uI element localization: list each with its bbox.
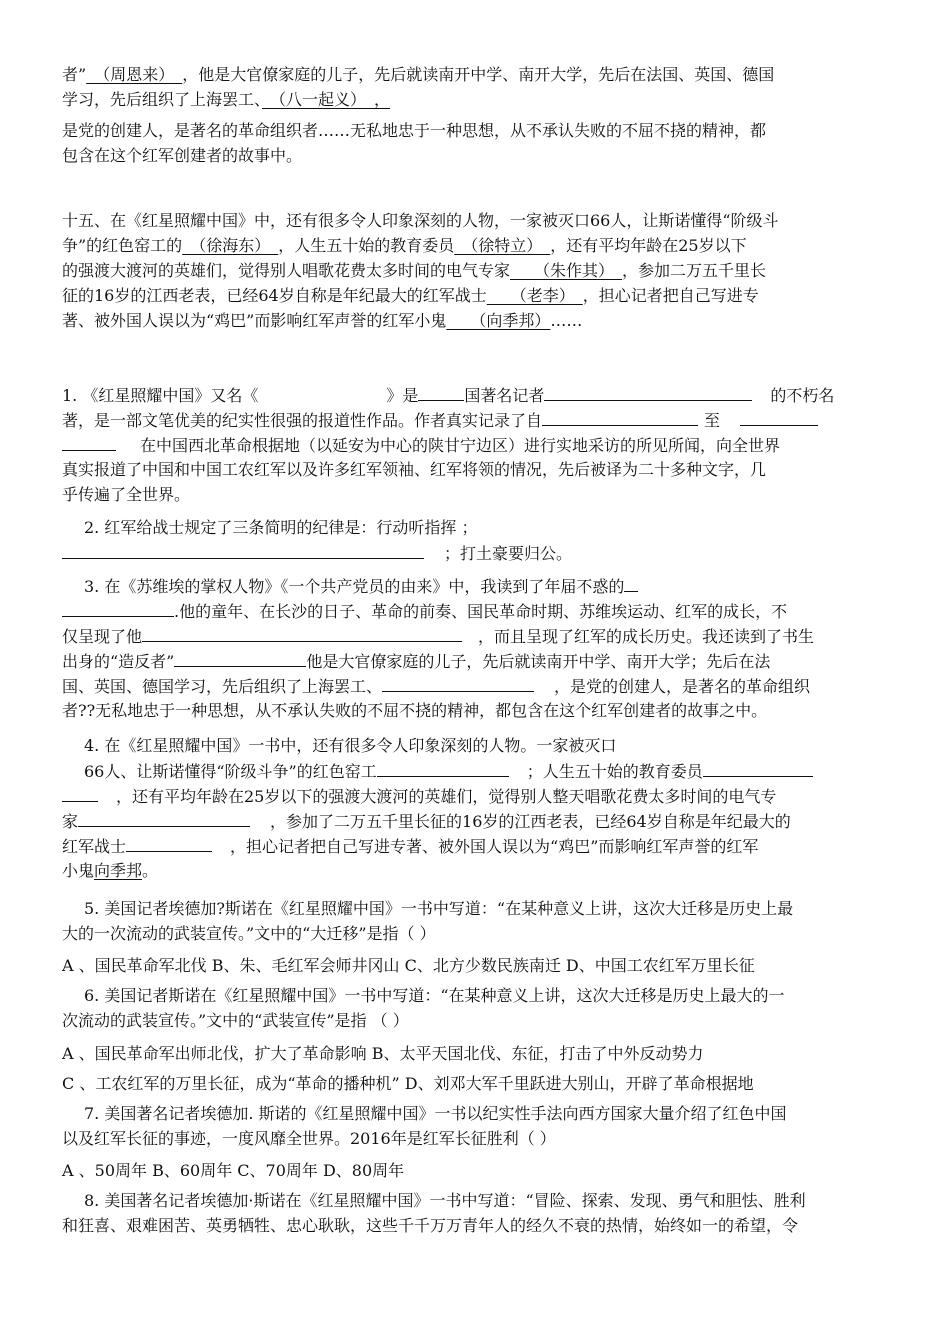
blank-reporter-name[interactable] <box>544 382 752 401</box>
answer-bayi-uprising: （八一起义） ， <box>262 90 391 109</box>
blank-start-date[interactable] <box>542 407 698 426</box>
question-3: 3. 在《苏维埃的掌权人物》《一个共产党员的由来》中，我读到了年届不惑的 .他的童年、在长沙的日子、革命的前奏、国民革命时期、苏维埃运动、红军的成长，不 仅呈现了他 ，而且呈现了红军的成长历史。我还读到了书生 出身的“造反者” 他是大官僚家庭的儿子，先后就读南开中学、南开大学；先后在法 国、英国、德国学习，先后组织了上海罢工、 ，是党的创建人，是著名的革命组织 者??无私地忠于一种思想，从不承认失败的不屈不挠的精神，都包含在这个红军创建者的故事之中。 <box>62 573 894 723</box>
answer-lao-li: （老李） <box>486 286 583 305</box>
blank-kiln-worker[interactable] <box>377 758 509 777</box>
blank-end-date[interactable] <box>740 407 818 426</box>
blank-mao-zedong-cont[interactable] <box>62 598 174 617</box>
answer-xu-teli: （徐特立） <box>454 236 551 255</box>
question-7-options: A 、50周年 B、60周年 C、70周年 D、80周年 <box>62 1161 405 1180</box>
answer-xiang-jibang: （向季邦） <box>446 311 551 330</box>
blank-education-committee[interactable] <box>703 758 813 777</box>
question-5-options: A 、国民革命军北伐 B、朱、毛红军会师井冈山 C、北方少数民族南迁 D、中国工农红军万里长征 <box>62 956 755 975</box>
answer-zhu-zuoqi: （朱作其） <box>510 261 623 280</box>
blank-discipline-2[interactable] <box>62 540 424 559</box>
blank-country[interactable] <box>418 382 464 401</box>
question-5: 5. 美国记者埃德加?斯诺在《红星照耀中国》一书中写道：“在某种意义上讲，这次大迁移是历史上最 大的一次流动的武装宣传。”文中的“大迁移”是指（ ） <box>62 899 794 943</box>
question-6-options-cd: C 、工农红军的万里长征，成为“革命的播种机” D、刘邓大军千里跃进大别山，开辟了革命根据地 <box>62 1074 754 1093</box>
question-7: 7. 美国著名记者埃德加. 斯诺的《红星照耀中国》一书以纪实性手法向西方国家大量介绍了红色中国 以及红军长征的事迹，一度风靡全世界。2016年是红军长征胜利（ ） <box>62 1104 787 1148</box>
intro-paragraph: 者” （周恩来） ，他是大官僚家庭的儿子，先后就读南开中学、南开大学，先后在法国、英国、德国 学习，先后组织了上海罢工、 （八一起义） ， <box>62 65 775 109</box>
question-6-options: A 、国民革命军出师北伐，扩大了革命影响 B、太平天国北伐、东征，打击了中外反动势力 <box>62 1044 704 1063</box>
blank-electrical-expert[interactable] <box>78 808 250 827</box>
answer-xu-haidong: （徐海东） <box>182 236 279 255</box>
answer-zhou-enlai: （周恩来） <box>86 65 183 84</box>
blank-mao-zedong[interactable] <box>624 573 638 592</box>
blank-growth[interactable] <box>142 623 462 642</box>
question-1: 1. 《红星照耀中国》又名《 》是 国著名记者 的不朽名 著，是一部文笔优美的纪实性很强的报道性作品。作者真实记录了自 至 在中国西北革命根据地（以延安为中心的陕甘宁边区）进行实地采访的所见所闻，向全世界 真实报道了中国和中国工农红军以及许多红军领袖、红军将领的情况，先后被译为二十多种文字，几 乎传遍了全世界。 <box>62 382 894 507</box>
section-15: 十五、在《红星照耀中国》中，还有很多令人印象深刻的人物，一家被灭口66人，让斯诺懂得“阶级斗 争”的红色窑工的 （徐海东） ，人生五十始的教育委员 （徐特立） ，还有平均年龄在25岁以下 的强渡大渡河的英雄们，觉得别人唱歌花费太多时间的电气专家 （朱作其） ，参加二万五千里长 征的16岁的江西老表，已经64岁自称是年纪最大的红军战士 （老李） ，担心记者把自己写进专 著、被外国人误以为“鸡巴”而影响红军声誉的红军小鬼 （向季邦）…… <box>62 211 779 330</box>
question-4: 4. 在《红星照耀中国》一书中，还有很多令人印象深刻的人物。一家被灭口 66人、让斯诺懂得“阶级斗争”的红色窑工 ；人生五十始的教育委员 ，还有平均年龄在25岁以下的强渡大渡河的英雄们，觉得别人整天唱歌花费太多时间的电气专 家 ，参加了二万五千里长征的16岁的江西老表，已经64岁自称是年纪最大的 红军战士 ，担心记者把自己写进专著、被外国人误以为“鸡巴”而影响红军声誉的红军 小鬼向季邦。 <box>62 733 894 883</box>
blank-uprising[interactable] <box>382 673 534 692</box>
question-8: 8. 美国著名记者埃德加·斯诺在《红星照耀中国》一书中写道：“冒险、探索、发现、勇气和胆怯、胜利 和狂喜、艰难困苦、英勇牺牲、忠心耿耿，这些千千万万青年人的经久不衰的热情，始终如一的希望，令 <box>62 1191 806 1235</box>
blank-oldest-soldier[interactable] <box>126 833 212 852</box>
question-2: 2. 红军给战士规定了三条简明的纪律是：行动听指挥 ； ；打土豪要归公。 <box>62 515 894 565</box>
blank-rebel[interactable] <box>174 648 306 667</box>
intro-paragraph-cont: 是党的创建人，是著名的革命组织者……无私地忠于一种思想，从不承认失败的不屈不挠的精神，都 包含在这个红军创建者的故事中。 <box>62 121 767 165</box>
blank-end-date-cont[interactable] <box>62 432 116 451</box>
blank-education-committee-cont[interactable] <box>62 783 98 802</box>
answer-xiang-jibang-q4: 向季邦 <box>94 861 143 880</box>
question-6: 6. 美国记者斯诺在《红星照耀中国》一书中写道：“在某种意义上讲，这次大迁移是历史上最大的一 次流动的武装宣传。”文中的“武装宣传”是指 （ ） <box>62 986 785 1030</box>
